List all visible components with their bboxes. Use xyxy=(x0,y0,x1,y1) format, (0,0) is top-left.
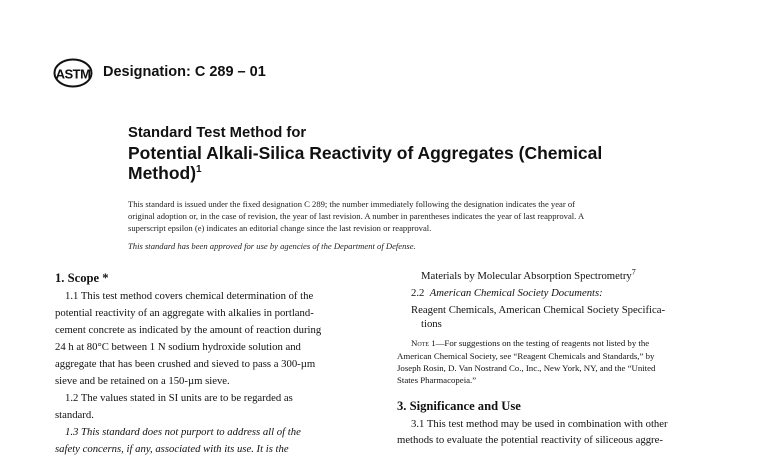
section-number: 2.2 xyxy=(411,287,425,299)
scope-1-1-line: aggregate that has been crushed and sieved to pass a 300-µm xyxy=(55,358,316,370)
title-main-text: Method) xyxy=(128,163,197,183)
dod-approval-note: This standard has been approved for use by agencies of the Department of Defense. xyxy=(128,241,416,251)
title-prefix: Standard Test Method for xyxy=(128,125,307,141)
scope-heading: 1. Scope * xyxy=(55,271,109,285)
note-label: Note 1 xyxy=(411,338,436,348)
astm-logo xyxy=(53,58,93,88)
scope-1-3-line: 1.3 This standard does not purport to address all of the xyxy=(65,426,301,438)
note-1-line: Joseph Rosin, D. Van Nostrand Co., Inc., New York, NY, and the “United xyxy=(397,363,656,373)
note-1-line xyxy=(397,338,719,348)
ref-text: Materials by Molecular Absorption Spectrometry xyxy=(421,270,632,282)
note-text: —For suggestions on the testing of reagents not listed by the xyxy=(435,338,650,348)
significance-line: methods to evaluate the potential reactivity of siliceous aggre- xyxy=(397,434,663,446)
scope-1-1-line: cement concrete as indicated by the amount of reaction during xyxy=(55,324,322,336)
section-2-2-line: tions xyxy=(421,318,442,330)
title-main-line2 xyxy=(128,163,202,184)
scope-1-2-line: standard. xyxy=(55,409,94,421)
section-2-2-line: Reagent Chemicals, American Chemical Society Specifica- xyxy=(411,304,666,316)
scope-1-2-line: 1.2 The values stated in SI units are to be regarded as xyxy=(65,392,293,404)
section-title: American Chemical Society Documents: xyxy=(429,287,603,299)
note-1-line: American Chemical Society, see “Reagent Chemicals and Standards,” by xyxy=(397,351,655,361)
title-footnote-mark: 1 xyxy=(196,164,202,176)
significance-heading: 3. Significance and Use xyxy=(397,399,521,413)
scope-1-1-line: 24 h at 80°C between 1 N sodium hydroxide solution and xyxy=(55,341,301,353)
ref-line xyxy=(421,267,636,282)
significance-line: 3.1 This test method may be used in combination with other xyxy=(411,418,668,430)
note-1-line: States Pharmacopeia.” xyxy=(397,375,477,385)
scope-1-1-line: potential reactivity of an aggregate with alkalies in portland- xyxy=(55,307,314,319)
scope-1-1-line: 1.1 This test method covers chemical determination of the xyxy=(65,290,314,302)
title-main-line1: Potential Alkali-Silica Reactivity of Aggregates (Chemical xyxy=(128,143,603,163)
issuance-note-line: This standard is issued under the fixed designation C 289; the number immediately following the designation indicates the year of xyxy=(128,199,576,209)
scope-1-3-line: safety concerns, if any, associated with its use. It is the xyxy=(55,443,289,455)
svg-text:ASTM: ASTM xyxy=(55,66,91,82)
section-2-2-heading xyxy=(411,287,603,299)
ref-footnote-mark: 7 xyxy=(631,267,636,277)
designation: Designation: C 289 – 01 xyxy=(103,64,266,80)
scope-1-1-line: sieve and be retained on a 150-µm sieve. xyxy=(55,375,230,387)
issuance-note-line: original adoption or, in the case of revision, the year of last revision. A number in parentheses indicates the year of last reapproval. A xyxy=(128,211,585,221)
issuance-note-line: superscript epsilon (e) indicates an editorial change since the last revision or reapproval. xyxy=(128,223,432,233)
